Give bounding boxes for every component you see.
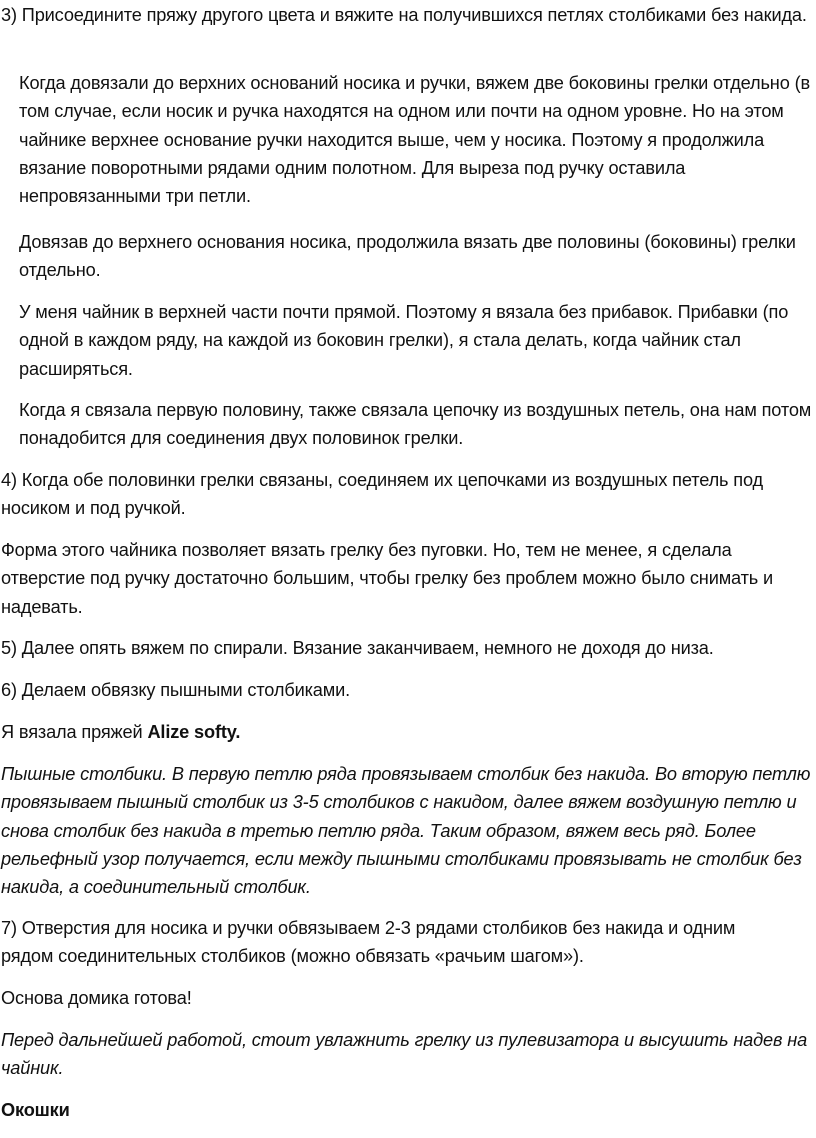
section-heading-windows: Окошки bbox=[1, 1100, 70, 1120]
paragraph-spout-top: Довязав до верхнего основания носика, продолжила вязать две половины (боковины) грелки отдельно. bbox=[19, 232, 796, 281]
yarn-name: Alize softy. bbox=[147, 722, 241, 742]
paragraph-step-6: 6) Делаем обвязку пышными столбиками. bbox=[1, 680, 351, 700]
paragraph-sides: Когда довязали до верхних оснований носика и ручки, вяжем две боковины грелки отдельно (в том случае, если носик и ручка находятся на одном или почти на одном уровне. Но на этом чайнике верхнее основание ручки находится выше, чем у носика. Поэтому я продолжила вязание поворотными рядами одним полотном. Для выреза под ручку оставила непровязанными три петли. bbox=[19, 73, 810, 207]
yarn-prefix: Я вязала пряжей bbox=[1, 722, 148, 742]
paragraph-increases: У меня чайник в верхней части почти прямой. Поэтому я вязала без прибавок. Прибавки (по одной в каждом ряду, на каждой из боковин грелки), я стала делать, когда чайник стал расширяться. bbox=[19, 302, 789, 379]
paragraph-moisten: Перед дальнейшей работой, стоит увлажнить грелку из пулевизатора и высушить надев на чайник. bbox=[1, 1030, 808, 1079]
paragraph-chain: Когда я связала первую половину, также связала цепочку из воздушных петель, она нам потом понадобится для соединения двух половинок грелки. bbox=[19, 400, 812, 449]
paragraph-yarn bbox=[1, 718, 811, 746]
paragraph-step-4: 4) Когда обе половинки грелки связаны, соединяем их цепочками из воздушных петель под носиком и под ручкой. bbox=[1, 470, 763, 519]
paragraph-base-ready: Основа домика готова! bbox=[1, 988, 192, 1008]
paragraph-step-7: 7) Отверстия для носика и ручки обвязываем 2-3 рядами столбиков без накида и одним рядом соединительных столбиков (можно обвязать «рачьим шагом»). bbox=[1, 918, 736, 967]
paragraph-puff-stitch: Пышные столбики. В первую петлю ряда провязываем столбик без накида. Во вторую петлю провязываем пышный столбик из 3-5 столбиков с накидом, далее вяжем воздушную петлю и снова столбик без накида в третью петлю ряда. Таким образом, вяжем весь ряд. Более рельефный узор получается, если между пышными столбиками провязывать не столбик без накида, а соединительный столбик. bbox=[1, 764, 811, 898]
paragraph-step-3: 3) Присоедините пряжу другого цвета и вяжите на получившихся петлях столбиками без накида. bbox=[1, 5, 807, 25]
paragraph-teapot-shape: Форма этого чайника позволяет вязать грелку без пуговки. Но, тем не менее, я сделала отверстие под ручку достаточно большим, чтобы грелку без проблем можно было снимать и надевать. bbox=[1, 540, 774, 617]
paragraph-step-5: 5) Далее опять вяжем по спирали. Вязание заканчиваем, немного не доходя до низа. bbox=[1, 638, 714, 658]
